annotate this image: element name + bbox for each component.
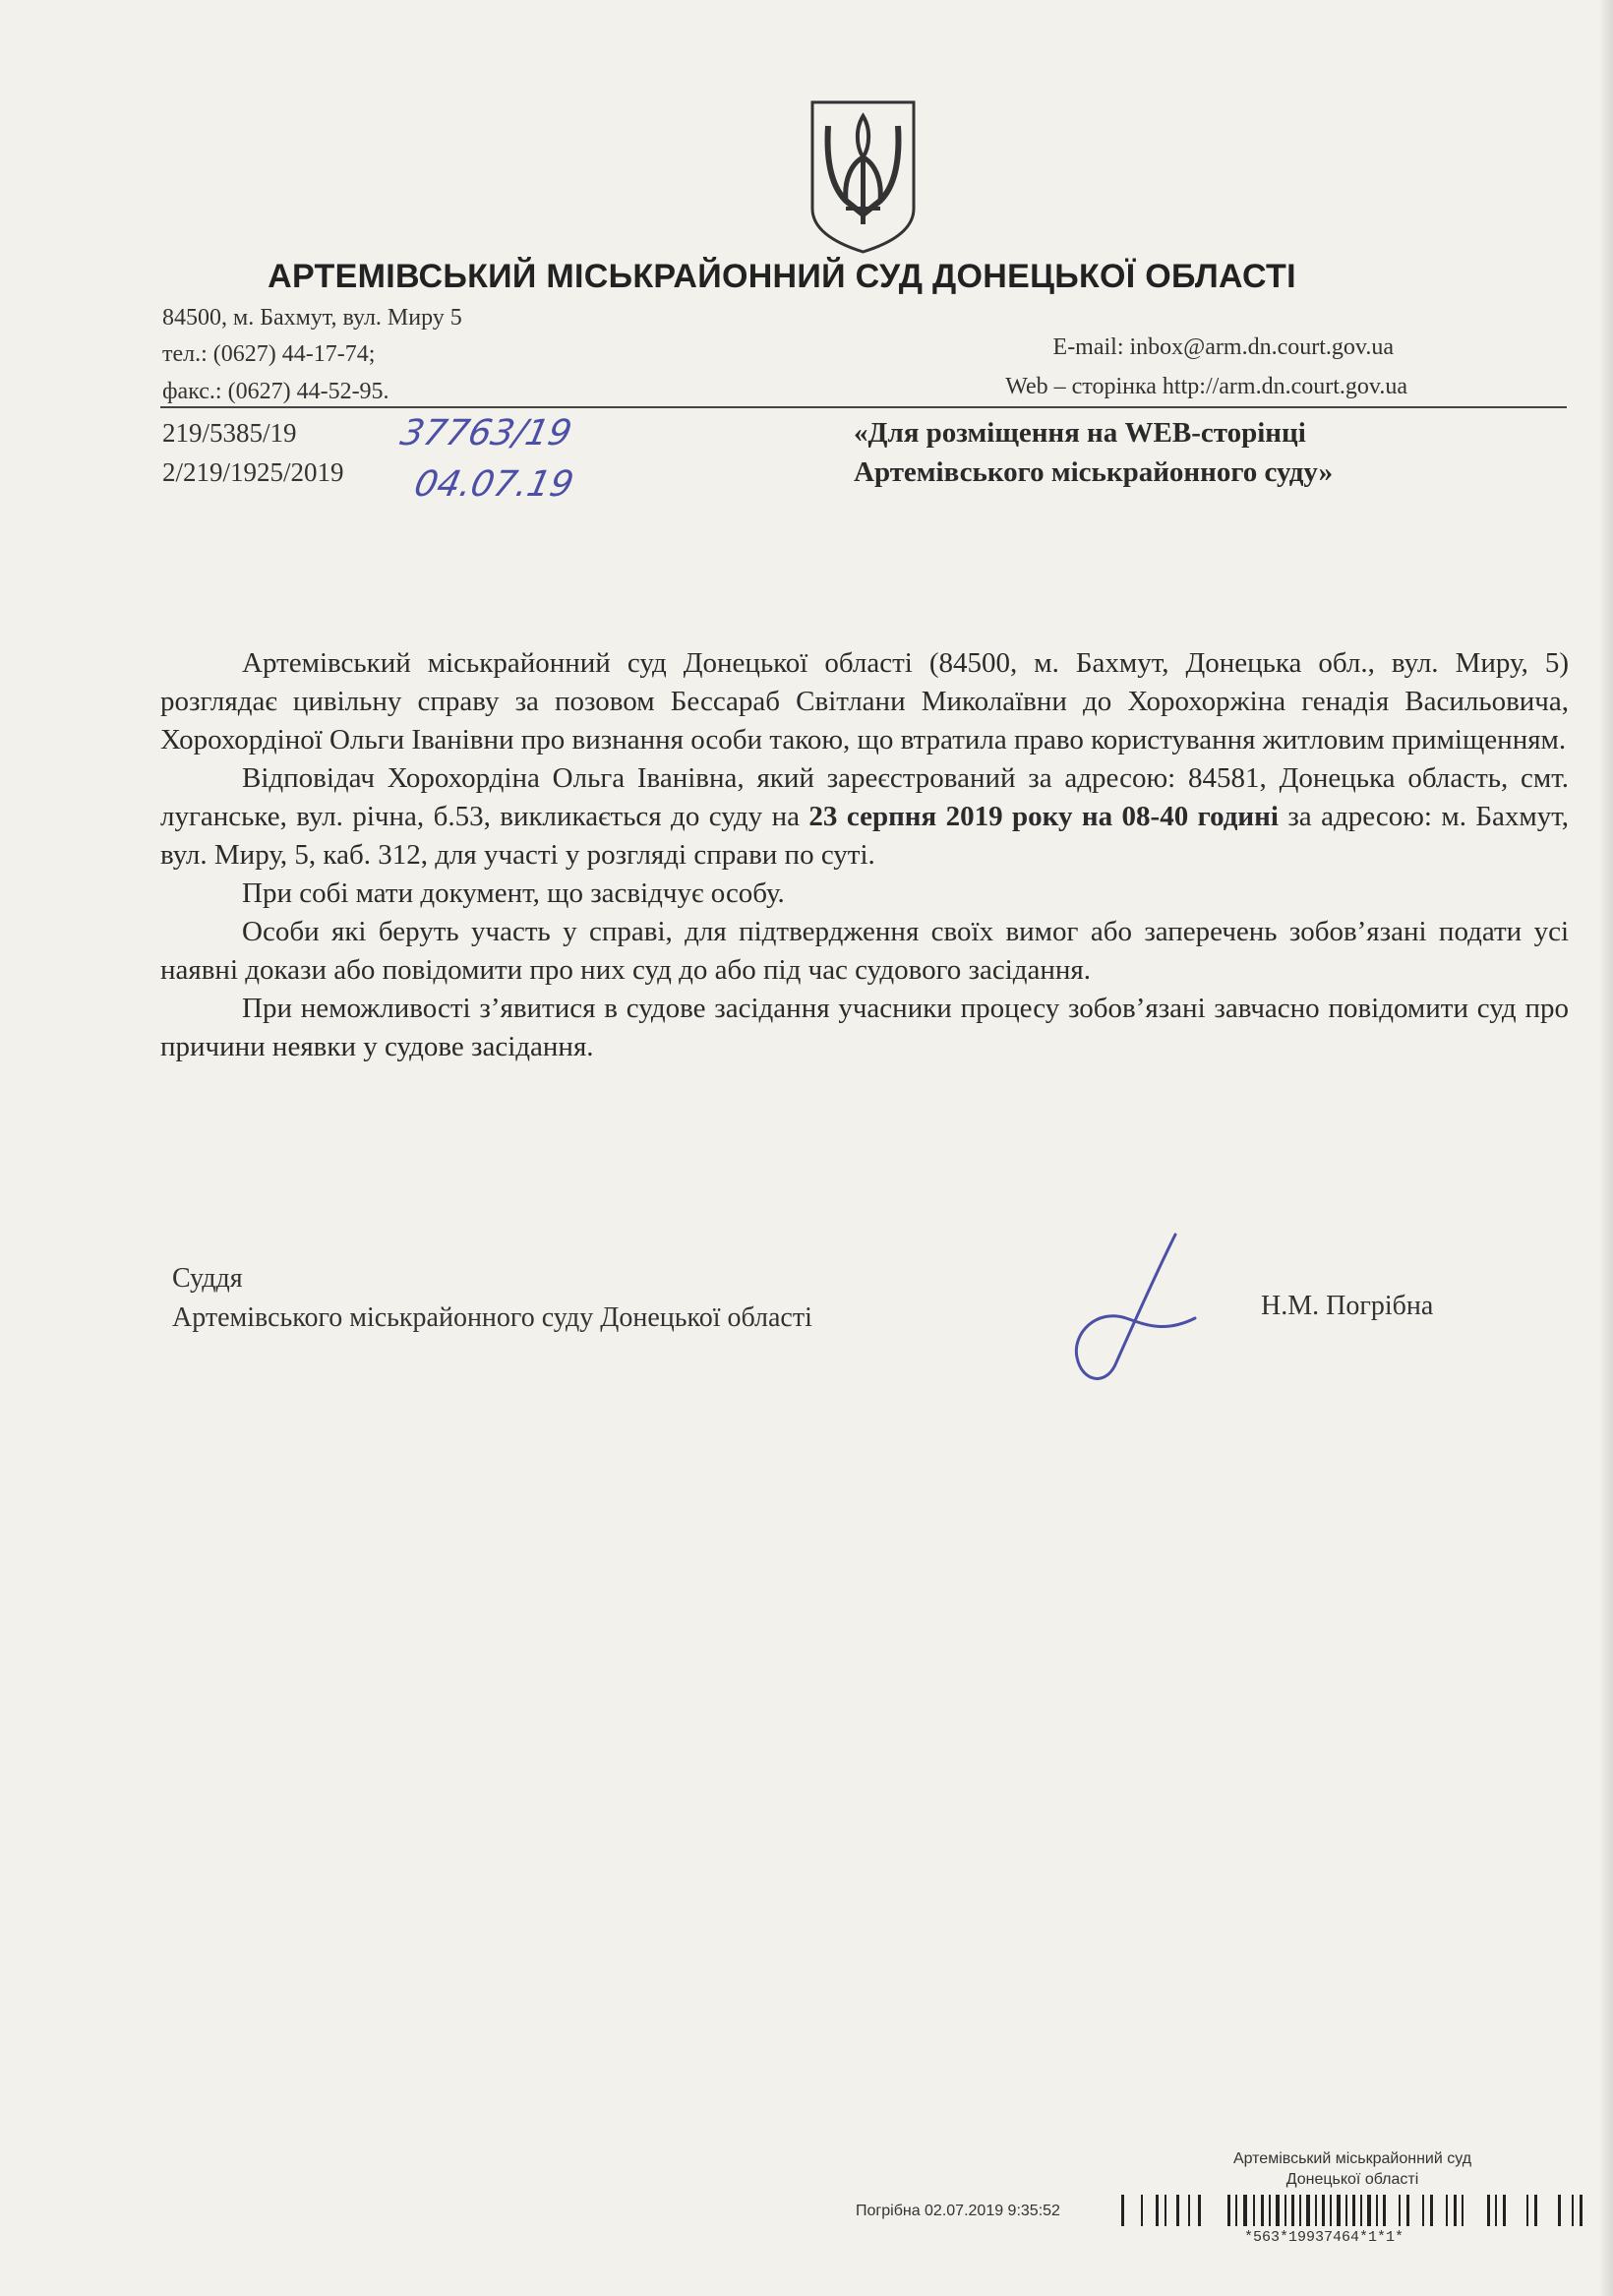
web-note-line1: «Для розміщення на WEB-сторінці [854, 417, 1306, 449]
handwritten-signature-icon [1057, 1225, 1205, 1392]
header-divider [160, 406, 1567, 408]
paragraph-summons [160, 759, 1569, 875]
paragraph-case-description: Артемівський міськрайонний суд Донецької області (84500, м. Бахмут, Донецька обл., вул. Миру, 5) розглядає цивільну справу за позовом Бессараб Світлани Миколаївни до Хорохоржіна генадія Васильовича, Хорохордіної Ольги Іванівни про визнання особи такою, що втратила право користування житловим приміщенням. [160, 647, 1569, 755]
summons-text-start: Відповідач Хорохордіна Ольга Іванівна, який зареєстрований за адресою: 84581, Донецька область, смт. луганське, вул. річна, б.53, викликається до суду на [160, 762, 1569, 832]
trident-emblem-icon [806, 98, 920, 256]
paragraph-absence-notice: При неможливості з’явитися в судове засідання учасники процесу зобов’язані завчасно повідомити суд про причини неявки у судове засідання. [160, 993, 1569, 1062]
web-note-line2: Артемівського міськрайонного суду» [854, 456, 1334, 488]
court-fax: факс.: (0627) 44-52-95. [162, 379, 389, 404]
case-number: 219/5385/19 [162, 418, 297, 448]
judge-name: Н.М. Погрібна [1261, 1291, 1434, 1321]
signature-block [172, 1259, 812, 1338]
court-title: АРТЕМІВСЬКИЙ МІСЬКРАЙОННИЙ СУД ДОНЕЦЬКОЇ ОБЛАСТІ [268, 258, 1296, 295]
handwritten-incoming-date: 04.07.19 [410, 464, 577, 505]
paragraph-identity-document: При собі мати документ, що засвідчує особу. [242, 877, 785, 909]
registry-stamp-court [1161, 2148, 1544, 2190]
court-email[interactable]: E-mail: inbox@arm.dn.court.gov.ua [1052, 334, 1394, 360]
proceeding-number: 2/219/1925/2019 [162, 457, 344, 487]
court-web[interactable]: Web – сторінка http://arm.dn.court.gov.ua [1005, 374, 1407, 399]
registry-stamp-datetime: Погрібна 02.07.2019 9:35:52 [856, 2203, 1060, 2219]
summons-text-end: за адресою: м. Бахмут, вул. Миру, 5, каб. 312, для участі у розгляді справи по суті. [160, 801, 1569, 871]
barcode-number: *563*19937464*1*1* [1244, 2229, 1404, 2246]
paragraph-evidence: Особи які беруть участь у справі, для підтвердження своїх вимог або заперечень зобов’язані подати усі наявні докази або повідомити про них суд до або під час судового засідання. [160, 916, 1569, 986]
signature-title: Суддя [172, 1263, 243, 1294]
stamp-court-line2: Донецької області [1285, 2171, 1419, 2188]
court-phone: тел.: (0627) 44-17-74; [162, 341, 376, 367]
summons-body [160, 644, 1569, 1066]
court-address: 84500, м. Бахмут, вул. Миру 5 [162, 305, 462, 331]
barcode-icon [1121, 2195, 1583, 2226]
hearing-datetime: 23 серпня 2019 року на 08-40 годині [808, 801, 1279, 832]
handwritten-incoming-number: 37763/19 [396, 413, 575, 453]
stamp-court-line1: Артемівський міськрайонний суд [1232, 2150, 1472, 2167]
web-publication-note [854, 413, 1333, 492]
page-edge-shadow [1599, 0, 1613, 2296]
signature-court: Артемівського міськрайонного суду Донецької області [172, 1302, 812, 1333]
